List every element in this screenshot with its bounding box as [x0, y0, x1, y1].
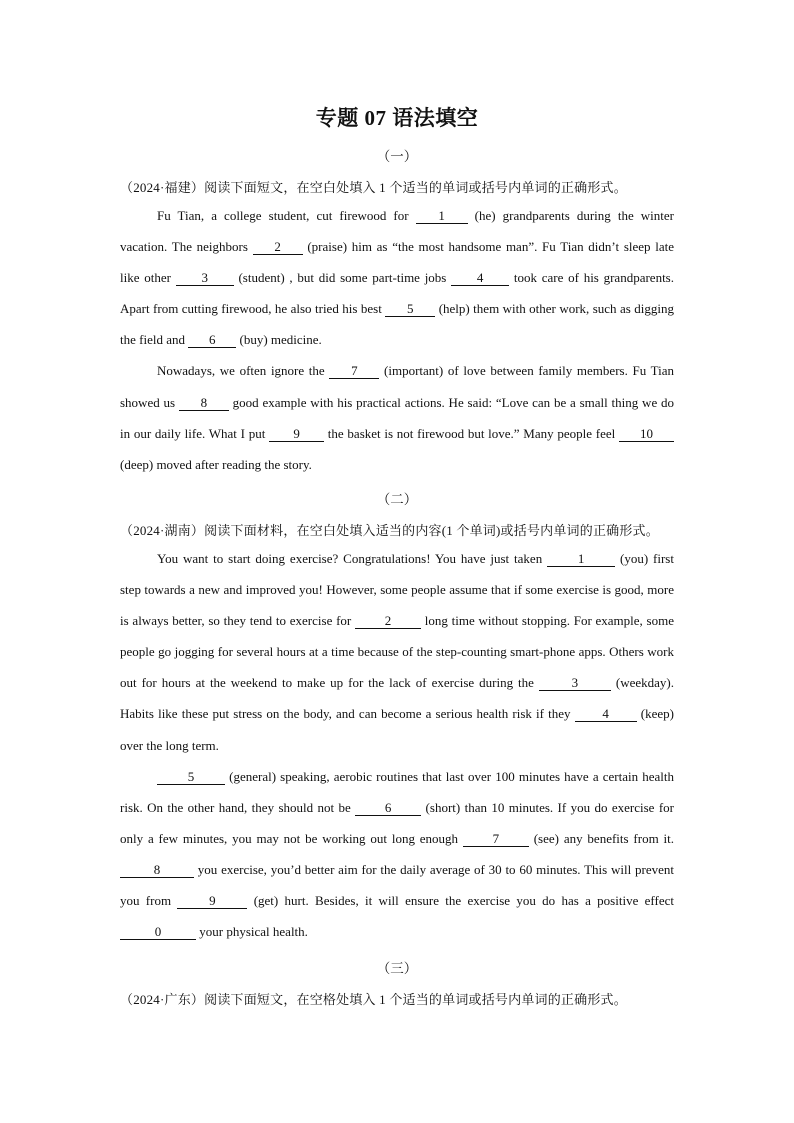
- section-1-label: （一）: [376, 149, 418, 164]
- blank-3[interactable]: 3: [176, 270, 234, 286]
- blank-3[interactable]: 3: [539, 675, 611, 691]
- section-2-paragraph-2: 5 (general) speaking, aerobic routines that last over 100 minutes have a certain health risk. On the other hand, they should not be 6 (short) than 10 minutes. If you do exercise for only a few minutes, you may not be working out long enough 7 (see) any benefits from it. 8 you exercise, you’d better aim for the daily average of 30 to 60 minutes. This will prevent you from 9 (get) hurt. Besides, it will ensure the exercise you do has a positive effect 0 your physical health.: [120, 768, 674, 940]
- blank-8[interactable]: 8: [120, 862, 194, 878]
- blank-6[interactable]: 6: [188, 332, 236, 348]
- section-2-label: （二）: [376, 492, 418, 507]
- section-2-passage: [120, 543, 674, 947]
- blank-6[interactable]: 6: [355, 800, 421, 816]
- section-1-paragraph-2: Nowadays, we often ignore the 7 (important) of love between family members. Fu Tian showed us 8 good example with his practical actions. He said: “Love can be a small thing we do in our daily life. What I put 9 the basket is not firewood but love.” Many people feel 10 (deep) moved after reading the story.: [120, 363, 675, 472]
- section-1-paragraph-1: Fu Tian, a college student, cut firewood for 1 (he) grandparents during the winter vacation. The neighbors 2 (praise) him as “the most handsome man”. Fu Tian didn’t sleep late like other 3 (student) , but did some part-time jobs 4 took care of his grandparents. Apart from cutting firewood, he also tried his best 5 (help) them with other work, such as digging the field and 6 (buy) medicine.: [120, 208, 675, 348]
- blank-2[interactable]: 2: [253, 239, 303, 255]
- section-2-paragraph-1: You want to start doing exercise? Congratulations! You have just taken 1 (you) first step towards a new and improved you! However, some people assume that if some exercise is good, more is always better, so they tend to exercise for 2 long time without stopping. For example, some people go jogging for several hours at a time because of the step-counting smart-phone apps. Others work out for hours at the weekend to make up for the lack of exercise during the 3 (weekday). Habits like these put stress on the body, and can become a serious health risk if they 4 (keep) over the long term.: [120, 551, 675, 753]
- section-3-label: （三）: [376, 961, 418, 976]
- blank-5[interactable]: 5: [157, 769, 225, 785]
- blank-4[interactable]: 4: [575, 706, 637, 722]
- blank-9[interactable]: 9: [269, 426, 324, 442]
- section-3-instructions: （2024·广东）阅读下面短文，在空格处填入 1 个适当的单词或括号内单词的正确形式。: [120, 992, 627, 1007]
- blank-1[interactable]: 1: [547, 551, 615, 567]
- page-title: 专题 07 语法填空: [315, 106, 479, 130]
- section-2-instructions: （2024·湖南）阅读下面材料，在空白处填入适当的内容(1 个单词)或括号内单词的正确形式。: [120, 523, 659, 538]
- blank-8[interactable]: 8: [179, 395, 229, 411]
- blank-1[interactable]: 1: [416, 208, 468, 224]
- section-1-passage: [120, 200, 674, 480]
- section-1-instructions: （2024·福建）阅读下面短文，在空白处填入 1 个适当的单词或括号内单词的正确形式。: [120, 180, 627, 195]
- blank-9[interactable]: 9: [177, 893, 247, 909]
- blank-7[interactable]: 7: [329, 363, 379, 379]
- blank-4[interactable]: 4: [451, 270, 509, 286]
- blank-2[interactable]: 2: [355, 613, 421, 629]
- blank-10[interactable]: 0: [120, 924, 196, 940]
- blank-5[interactable]: 5: [385, 301, 435, 317]
- blank-7[interactable]: 7: [463, 831, 529, 847]
- blank-10[interactable]: 10: [619, 426, 674, 442]
